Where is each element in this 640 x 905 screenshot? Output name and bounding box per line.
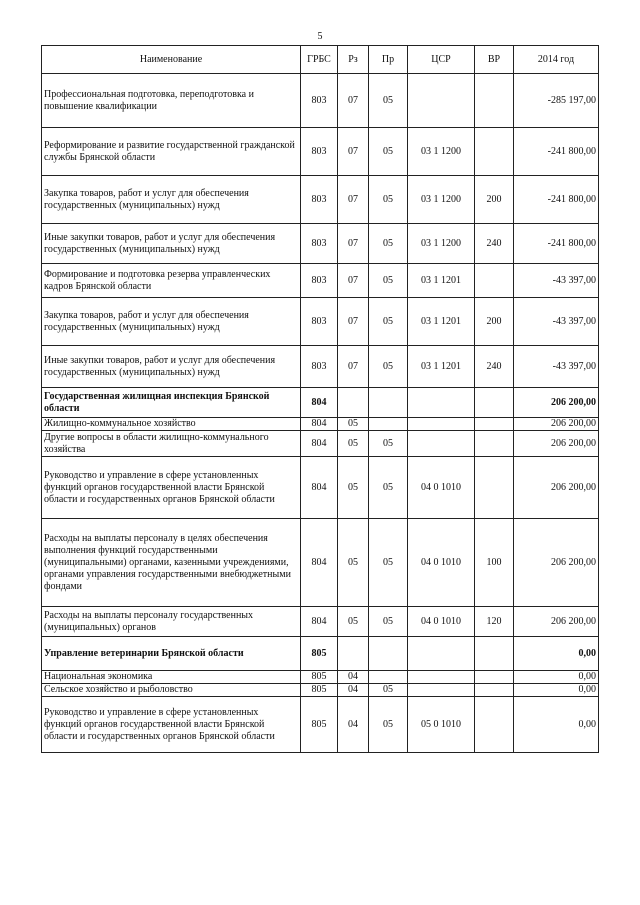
row-pr: 05 — [369, 74, 408, 128]
row-amount: 0,00 — [514, 671, 599, 684]
row-pr: 05 — [369, 128, 408, 176]
row-vr — [475, 697, 514, 753]
row-rz: 05 — [338, 607, 369, 637]
table-row — [42, 457, 599, 519]
row-name: Сельское хозяйство и рыболовство — [42, 684, 301, 697]
table-row — [42, 671, 599, 684]
row-csr: 03 1 1200 — [408, 176, 475, 224]
row-name: Иные закупки товаров, работ и услуг для обеспечения государственных (муниципальных) нужд — [42, 346, 301, 388]
header-rz: Рз — [338, 46, 369, 74]
row-grbs: 803 — [301, 176, 338, 224]
table-row — [42, 176, 599, 224]
header-year-2014: 2014 год — [514, 46, 599, 74]
row-rz: 05 — [338, 431, 369, 457]
row-pr: 05 — [369, 346, 408, 388]
row-grbs: 803 — [301, 298, 338, 346]
row-vr: 200 — [475, 298, 514, 346]
row-vr — [475, 264, 514, 298]
row-amount: -285 197,00 — [514, 74, 599, 128]
row-vr — [475, 637, 514, 671]
row-rz: 05 — [338, 418, 369, 431]
row-pr: 05 — [369, 298, 408, 346]
row-pr — [369, 388, 408, 418]
row-amount: -43 397,00 — [514, 346, 599, 388]
row-pr: 05 — [369, 264, 408, 298]
row-rz — [338, 637, 369, 671]
row-rz: 07 — [338, 264, 369, 298]
row-pr: 05 — [369, 684, 408, 697]
row-grbs: 803 — [301, 346, 338, 388]
row-vr — [475, 684, 514, 697]
table-row — [42, 637, 599, 671]
row-rz: 05 — [338, 519, 369, 607]
row-vr: 200 — [475, 176, 514, 224]
table-row — [42, 607, 599, 637]
row-csr — [408, 388, 475, 418]
row-vr: 240 — [475, 346, 514, 388]
row-vr — [475, 671, 514, 684]
row-rz: 07 — [338, 298, 369, 346]
row-csr — [408, 431, 475, 457]
row-csr: 03 1 1200 — [408, 128, 475, 176]
row-name: Руководство и управление в сфере установленных функций органов государственной власти Брянской области и государственных органов Брянской области — [42, 697, 301, 753]
row-grbs: 803 — [301, 264, 338, 298]
row-grbs: 804 — [301, 388, 338, 418]
table-row — [42, 431, 599, 457]
row-rz: 07 — [338, 176, 369, 224]
row-csr: 03 1 1201 — [408, 298, 475, 346]
budget-table — [41, 45, 599, 753]
row-amount: -241 800,00 — [514, 128, 599, 176]
row-vr — [475, 388, 514, 418]
row-grbs: 804 — [301, 418, 338, 431]
row-csr — [408, 684, 475, 697]
table-row — [42, 298, 599, 346]
row-name: Руководство и управление в сфере установленных функций органов государственной власти Брянской области и государственных органов Брянской области — [42, 457, 301, 519]
row-name: Жилищно-коммунальное хозяйство — [42, 418, 301, 431]
row-vr — [475, 128, 514, 176]
row-grbs: 803 — [301, 224, 338, 264]
row-rz: 07 — [338, 224, 369, 264]
row-vr — [475, 418, 514, 431]
row-amount: 206 200,00 — [514, 519, 599, 607]
table-row — [42, 128, 599, 176]
table-row — [42, 346, 599, 388]
row-vr — [475, 431, 514, 457]
row-amount: -43 397,00 — [514, 298, 599, 346]
row-pr: 05 — [369, 224, 408, 264]
table-row — [42, 697, 599, 753]
row-name: Реформирование и развитие государственной гражданской службы Брянской области — [42, 128, 301, 176]
row-grbs: 805 — [301, 684, 338, 697]
row-amount: 206 200,00 — [514, 457, 599, 519]
row-vr: 100 — [475, 519, 514, 607]
row-name: Закупка товаров, работ и услуг для обеспечения государственных (муниципальных) нужд — [42, 298, 301, 346]
row-vr: 240 — [475, 224, 514, 264]
row-name: Расходы на выплаты персоналу в целях обеспечения выполнения функций государственными (муниципальными) органами, казенными учреждениями, органами управления государственными внебюджетными фондами — [42, 519, 301, 607]
header-grbs: ГРБС — [301, 46, 338, 74]
row-grbs: 804 — [301, 457, 338, 519]
row-amount: 0,00 — [514, 637, 599, 671]
row-pr: 05 — [369, 519, 408, 607]
row-rz: 07 — [338, 346, 369, 388]
row-grbs: 805 — [301, 671, 338, 684]
row-name: Закупка товаров, работ и услуг для обеспечения государственных (муниципальных) нужд — [42, 176, 301, 224]
row-grbs: 803 — [301, 74, 338, 128]
row-rz: 04 — [338, 697, 369, 753]
row-vr — [475, 457, 514, 519]
row-amount: 206 200,00 — [514, 431, 599, 457]
row-pr — [369, 418, 408, 431]
row-csr — [408, 74, 475, 128]
header-csr: ЦСР — [408, 46, 475, 74]
table-row — [42, 224, 599, 264]
row-grbs: 804 — [301, 519, 338, 607]
table-row — [42, 519, 599, 607]
row-csr: 03 1 1201 — [408, 264, 475, 298]
row-name: Национальная экономика — [42, 671, 301, 684]
row-rz: 07 — [338, 74, 369, 128]
row-grbs: 803 — [301, 128, 338, 176]
row-name: Управление ветеринарии Брянской области — [42, 637, 301, 671]
row-amount: 0,00 — [514, 684, 599, 697]
row-grbs: 804 — [301, 431, 338, 457]
header-pr: Пр — [369, 46, 408, 74]
row-amount: 0,00 — [514, 697, 599, 753]
row-amount: -43 397,00 — [514, 264, 599, 298]
row-pr: 05 — [369, 697, 408, 753]
row-rz: 07 — [338, 128, 369, 176]
row-vr: 120 — [475, 607, 514, 637]
row-pr — [369, 671, 408, 684]
row-amount: 206 200,00 — [514, 418, 599, 431]
row-csr — [408, 418, 475, 431]
page-number: 5 — [317, 31, 323, 42]
row-name: Другие вопросы в области жилищно-коммунального хозяйства — [42, 431, 301, 457]
table-row — [42, 74, 599, 128]
row-vr — [475, 74, 514, 128]
row-name: Профессиональная подготовка, переподготовка и повышение квалификации — [42, 74, 301, 128]
row-csr: 04 0 1010 — [408, 519, 475, 607]
row-rz: 04 — [338, 684, 369, 697]
header-vr: ВР — [475, 46, 514, 74]
row-csr — [408, 637, 475, 671]
row-name: Формирование и подготовка резерва управленческих кадров Брянской области — [42, 264, 301, 298]
row-amount: 206 200,00 — [514, 388, 599, 418]
row-csr — [408, 671, 475, 684]
row-name: Иные закупки товаров, работ и услуг для обеспечения государственных (муниципальных) нужд — [42, 224, 301, 264]
row-csr: 05 0 1010 — [408, 697, 475, 753]
row-pr: 05 — [369, 607, 408, 637]
row-pr: 05 — [369, 457, 408, 519]
row-csr: 03 1 1201 — [408, 346, 475, 388]
row-rz — [338, 388, 369, 418]
row-csr: 03 1 1200 — [408, 224, 475, 264]
table-header-row — [42, 46, 599, 74]
row-pr: 05 — [369, 431, 408, 457]
table-body — [42, 74, 599, 753]
table-row — [42, 264, 599, 298]
row-csr: 04 0 1010 — [408, 457, 475, 519]
row-pr: 05 — [369, 176, 408, 224]
table-row — [42, 418, 599, 431]
row-name: Государственная жилищная инспекция Брянской области — [42, 388, 301, 418]
table-row — [42, 684, 599, 697]
row-grbs: 805 — [301, 697, 338, 753]
row-name: Расходы на выплаты персоналу государственных (муниципальных) органов — [42, 607, 301, 637]
row-grbs: 805 — [301, 637, 338, 671]
row-rz: 04 — [338, 671, 369, 684]
row-rz: 05 — [338, 457, 369, 519]
row-amount: -241 800,00 — [514, 176, 599, 224]
row-grbs: 804 — [301, 607, 338, 637]
row-pr — [369, 637, 408, 671]
row-csr: 04 0 1010 — [408, 607, 475, 637]
row-amount: -241 800,00 — [514, 224, 599, 264]
table-row — [42, 388, 599, 418]
row-amount: 206 200,00 — [514, 607, 599, 637]
header-name: Наименование — [42, 46, 301, 74]
